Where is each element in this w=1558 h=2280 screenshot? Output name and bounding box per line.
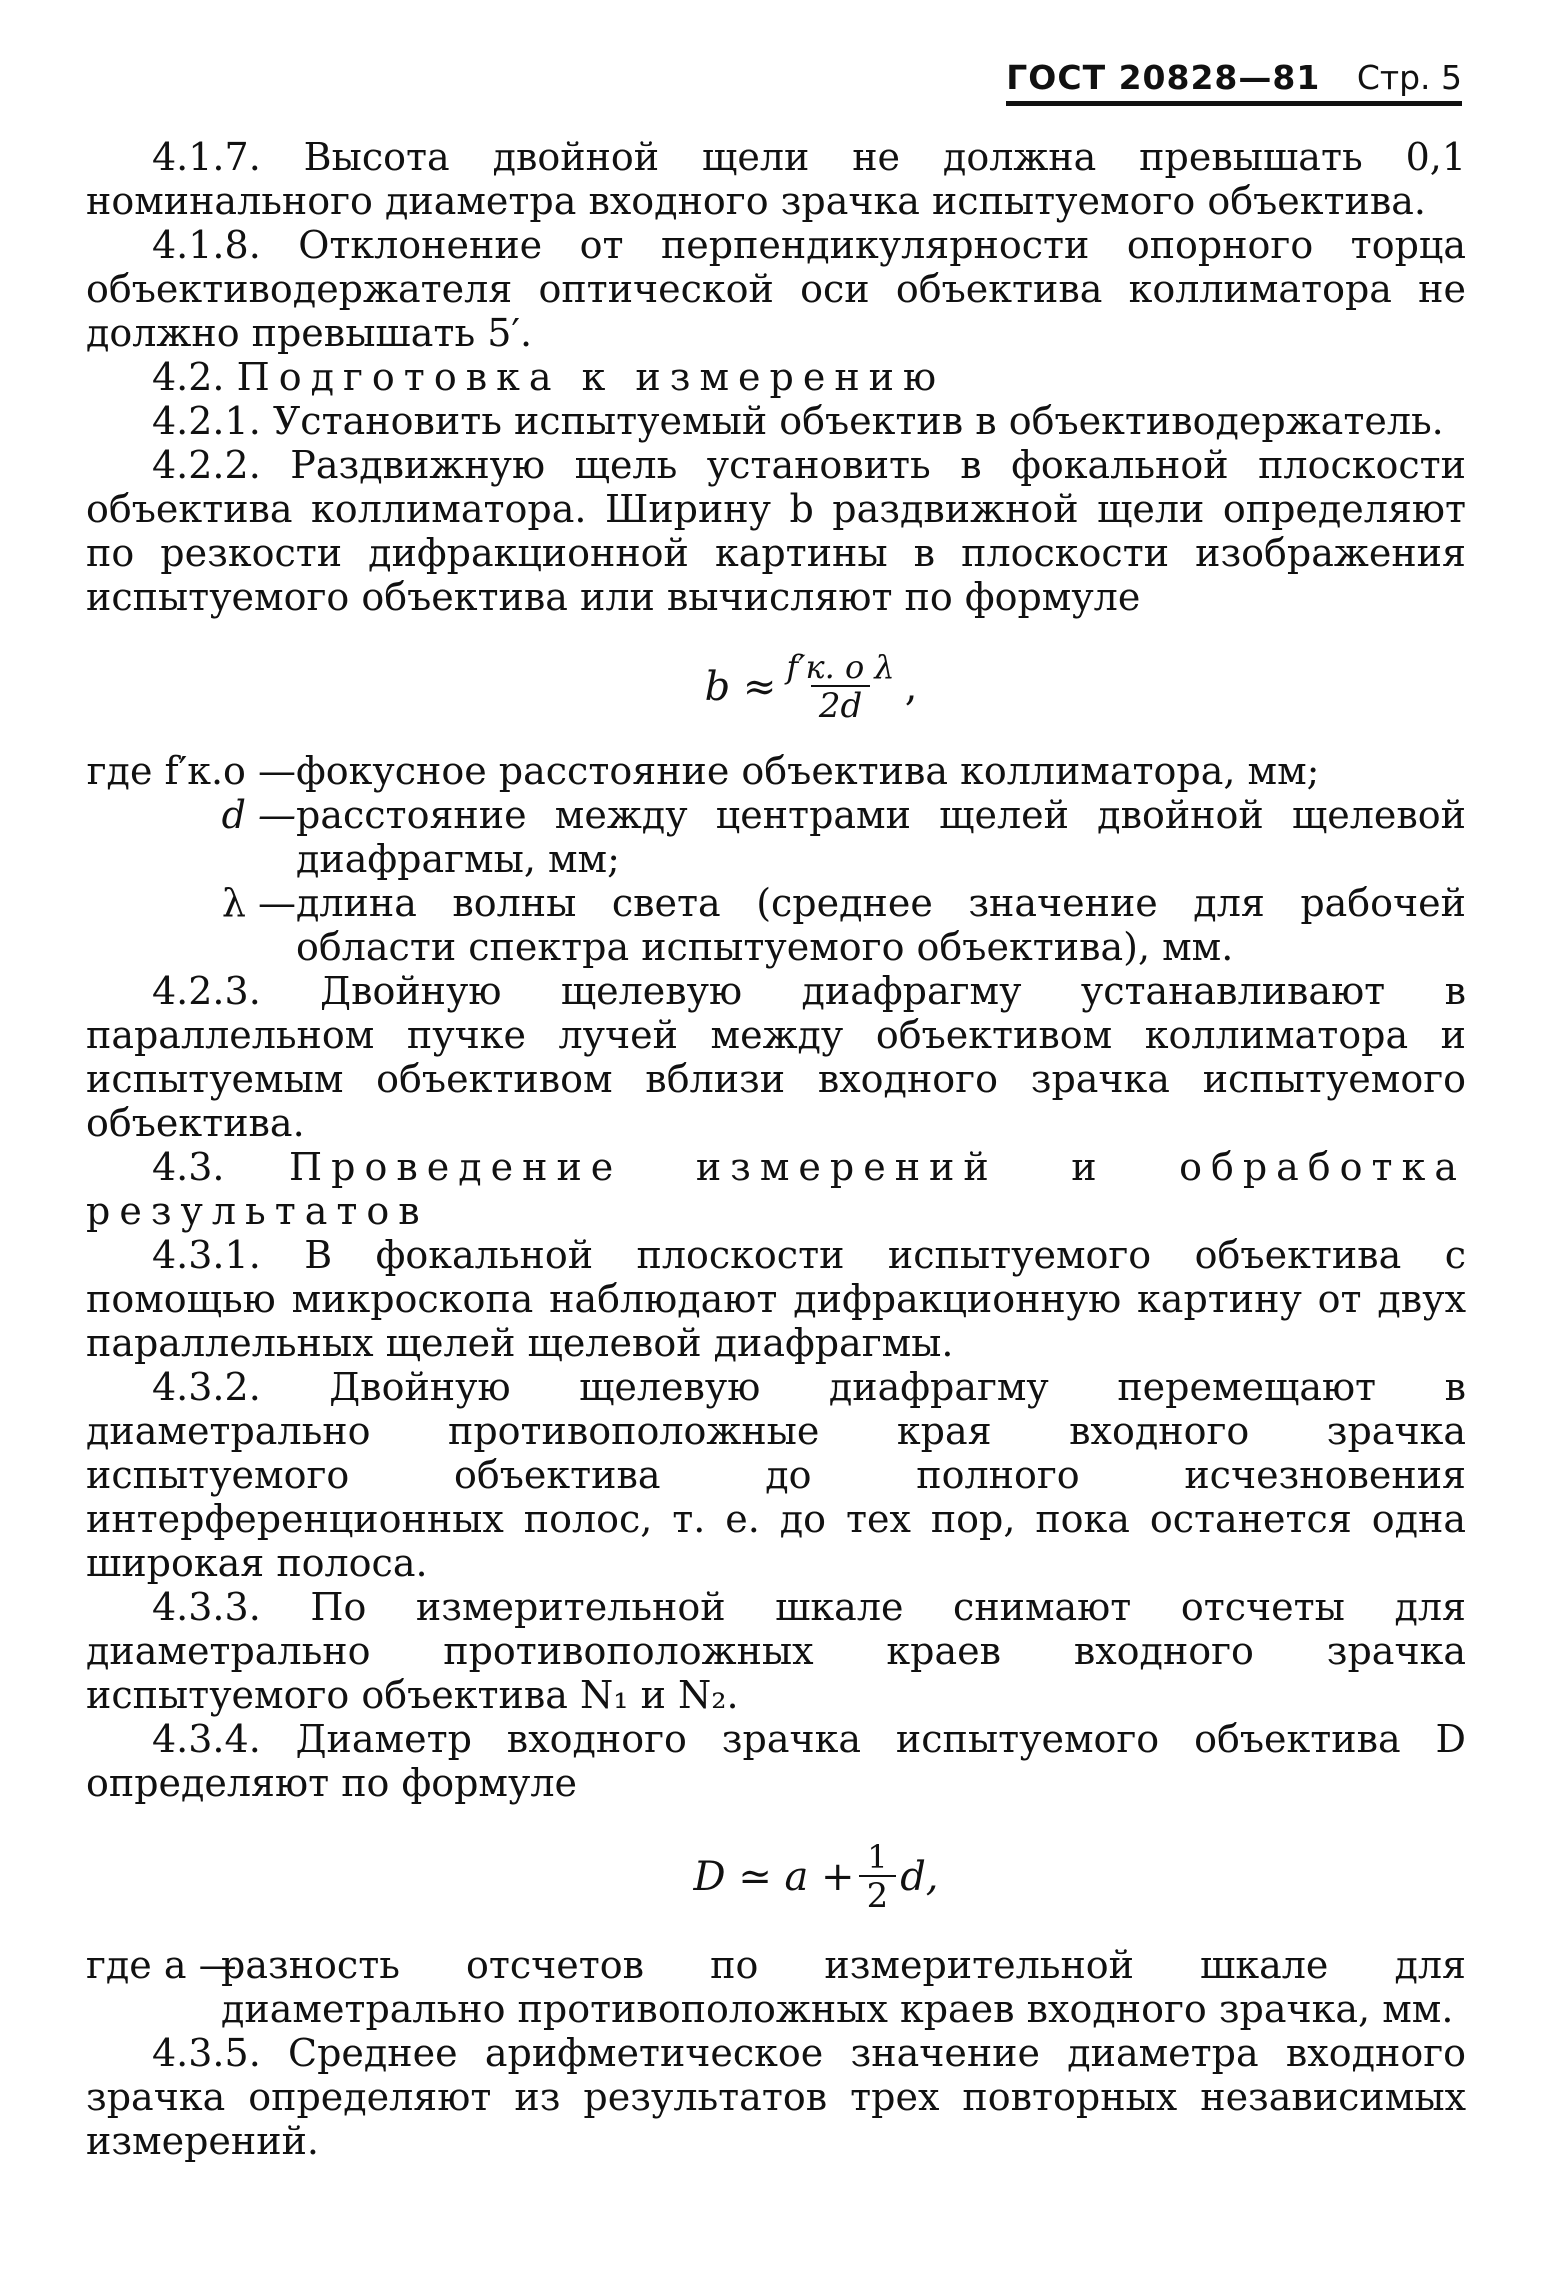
legend-row <box>86 881 1466 969</box>
standard-number: ГОСТ 20828—81 <box>1006 58 1321 97</box>
formula-denominator: 2 <box>859 1875 897 1915</box>
legend-text: расстояние между центрами щелей двойной щелевой диафрагмы, мм; <box>296 793 1466 881</box>
formula-lhs: b ≈ <box>704 664 777 710</box>
paragraph-4-1-7: 4.1.7. Высота двойной щели не должна превышать 0,1 номинального диаметра входного зрачка испытуемого объектива. <box>86 135 1466 223</box>
page-header <box>1006 58 1462 106</box>
section-title: Проведение измерений и обработка результатов <box>86 1145 1466 1233</box>
section-number: 4.3. <box>152 1145 225 1189</box>
formula-fraction <box>859 1839 897 1915</box>
legend-symbol: где f′к.о — <box>86 749 296 793</box>
paragraph-4-3-5: 4.3.5. Среднее арифметическое значение диаметра входного зрачка определяют из результатов трех повторных независимых измерений. <box>86 2031 1466 2163</box>
paragraph-4-2-3: 4.2.3. Двойную щелевую диафрагму устанавливают в параллельном пучке лучей между объективом коллиматора и испытуемым объективом вблизи входного зрачка испытуемого объектива. <box>86 969 1466 1145</box>
formula-denominator: 2d <box>811 685 870 725</box>
legend-symbol: λ — <box>221 881 296 925</box>
legend-text: длина волны света (среднее значение для рабочей области спектра испытуемого объектива), мм. <box>296 881 1466 969</box>
paragraph-4-2-2: 4.2.2. Раздвижную щель установить в фокальной плоскости объектива коллиматора. Ширину b раздвижной щели определяют по резкости дифракционной картины в плоскости изображения испытуемого объектива или вычисляют по формуле <box>86 443 1466 619</box>
formula-numerator: f′к. о λ <box>786 648 895 686</box>
paragraph-4-3-4: 4.3.4. Диаметр входного зрачка испытуемого объектива D определяют по формуле <box>86 1717 1466 1805</box>
legend-formula-1 <box>86 749 1466 969</box>
page-number: Стр. 5 <box>1356 58 1462 97</box>
legend-row <box>86 793 1466 881</box>
paragraph-4-3-1: 4.3.1. В фокальной плоскости испытуемого объектива с помощью микроскопа наблюдают дифракционную картину от двух параллельных щелей щелевой диафрагмы. <box>86 1233 1466 1365</box>
formula-tail: , <box>904 664 918 710</box>
paragraph-4-3-2: 4.3.2. Двойную щелевую диафрагму перемещают в диаметрально противоположные края входного зрачка испытуемого объектива до полного исчезновения интерференционных полос, т. е. до тех пор, пока останется одна широкая полоса. <box>86 1365 1466 1585</box>
section-number: 4.2. <box>152 355 225 399</box>
legend-row <box>86 1943 1466 2031</box>
document-body <box>86 135 1466 2163</box>
legend-row <box>86 749 1466 793</box>
legend-text: фокусное расстояние объектива коллиматора, мм; <box>296 749 1320 793</box>
formula-fraction <box>780 649 900 725</box>
section-heading-4-2 <box>86 355 1466 399</box>
paragraph-4-1-8: 4.1.8. Отклонение от перпендикулярности опорного торца объективодержателя оптической оси объектива коллиматора не должно превышать 5′. <box>86 223 1466 355</box>
formula-pupil-diameter <box>166 1839 1466 1915</box>
legend-text: разность отсчетов по измерительной шкале для диаметрально противоположных краев входного зрачка, мм. <box>221 1943 1466 2031</box>
formula-slit-width <box>156 649 1466 725</box>
formula-lhs: D ≃ a + <box>693 1854 855 1900</box>
paragraph-4-2-1: 4.2.1. Установить испытуемый объектив в объективодержатель. <box>152 399 1444 443</box>
formula-tail: d, <box>900 1854 939 1900</box>
section-heading-4-3 <box>86 1145 1466 1233</box>
legend-formula-2 <box>86 1943 1466 2031</box>
legend-symbol: где a — <box>86 1943 237 1987</box>
paragraph-4-3-3: 4.3.3. По измерительной шкале снимают отсчеты для диаметрально противоположных краев входного зрачка испытуемого объектива N₁ и N₂. <box>86 1585 1466 1717</box>
formula-numerator: 1 <box>867 1838 888 1876</box>
legend-symbol: d — <box>221 793 296 837</box>
section-title: Подготовка к измерению <box>236 355 946 399</box>
